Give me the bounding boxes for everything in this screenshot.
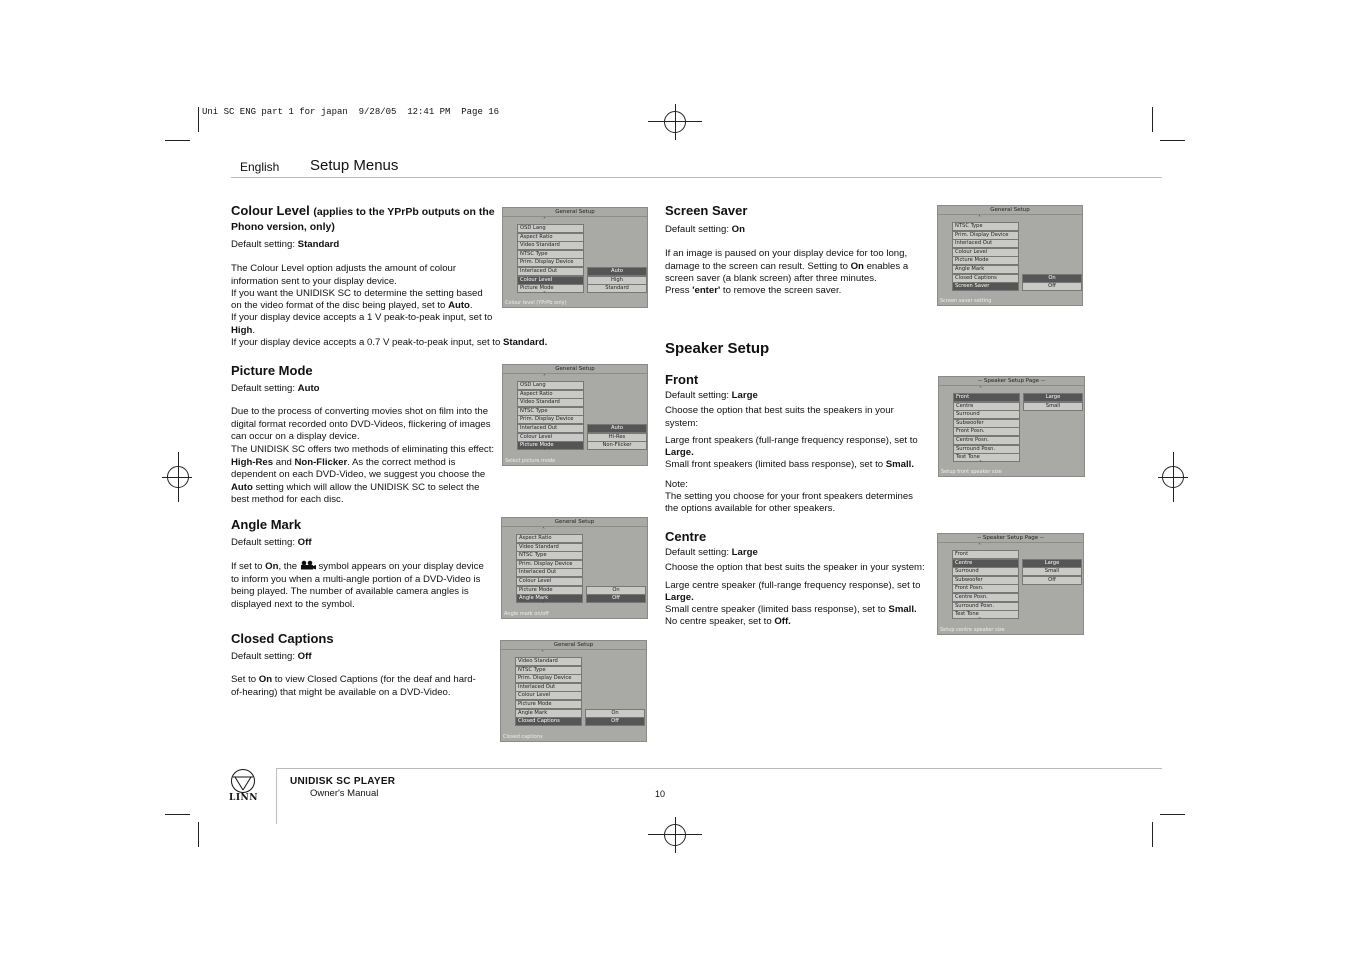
up-arrow-icon: ˄	[542, 527, 545, 534]
section-speaker-setup	[665, 340, 769, 357]
osd-option: Small	[1022, 567, 1082, 576]
section-title: Speaker Setup	[665, 340, 770, 357]
down-arrow-icon: ˅	[542, 600, 545, 608]
section-heading: Colour Level (applies to the YPrPb outputs on the Phono version, only)	[231, 203, 495, 233]
osd-menu-item: Centre Posn.	[953, 436, 1020, 445]
osd-title-bar	[501, 649, 646, 650]
default-setting: Default setting: Standard	[231, 239, 340, 250]
osd-menu-item: Closed Captions	[515, 717, 582, 726]
osd-menu-item: Test Tone	[953, 453, 1020, 462]
osd-option: Hi-Res	[587, 433, 647, 442]
osd-menu-item: Angle Mark	[516, 594, 583, 603]
page-number: 10	[655, 789, 666, 799]
osd-menu-item: Surround Posn.	[953, 445, 1020, 454]
osd-menu-item: Prim. Display Device	[515, 674, 582, 683]
osd-menu-item: Picture Mode	[952, 256, 1019, 265]
page-title: Setup Menus	[310, 157, 399, 174]
footer-divider	[276, 768, 277, 824]
default-setting: Default setting: Off	[231, 537, 312, 548]
section-heading: Picture Mode	[231, 363, 313, 378]
up-arrow-icon: ˄	[543, 374, 546, 381]
osd-menu-item: Aspect Ratio	[517, 390, 584, 399]
osd-menu-item: Closed Captions	[952, 274, 1019, 283]
osd-menu-item: Surround	[952, 567, 1019, 576]
osd-option: Off	[1022, 576, 1082, 585]
osd-help-text: Angle mark on/off	[504, 611, 549, 617]
down-arrow-icon: ˅	[543, 290, 546, 298]
osd-title: General Setup	[555, 209, 595, 215]
osd-title-bar	[503, 216, 647, 217]
osd-menu-item: Colour Level	[517, 433, 584, 442]
section-body: Set to On to view Closed Captions (for the deaf and hard-of-hearing) that might be available on a DVD-Video.	[231, 674, 476, 698]
osd-title-bar	[503, 373, 647, 374]
osd-option: On	[586, 586, 646, 595]
osd-menu-item: Video Standard	[517, 398, 584, 407]
osd-menu-item: Surround Posn.	[952, 602, 1019, 611]
osd-title-bar	[938, 542, 1083, 543]
osd-help-text: Setup front speaker size	[941, 469, 1002, 475]
section-body: Choose the option that best suits the speaker in your system: Large centre speaker (full-range frequency response), set to Large. Small centre speaker (limited bass response), set to Small. No centre speaker, set to Off.	[665, 562, 925, 628]
osd-menu-item: NTSC Type	[516, 551, 583, 560]
down-arrow-icon: ˅	[978, 616, 981, 624]
section-heading: Front	[665, 372, 699, 387]
osd-menu-item: Subwoofer	[953, 419, 1020, 428]
osd-screenshot-closed-captions	[500, 640, 647, 742]
default-setting: Default setting: Large	[665, 390, 758, 401]
osd-menu-item: Video Standard	[517, 241, 584, 250]
osd-menu-item: Interlaced Out	[515, 683, 582, 692]
osd-screenshot-front	[938, 376, 1085, 477]
osd-option: Standard	[587, 284, 647, 293]
osd-title: General Setup	[990, 207, 1030, 213]
section-picture-mode	[231, 363, 496, 507]
crop-mark	[1152, 822, 1153, 847]
osd-option: High	[587, 276, 647, 285]
section-front	[665, 372, 927, 516]
osd-menu-item: Interlaced Out	[516, 568, 583, 577]
osd-menu-item: Prim. Display Device	[952, 231, 1019, 240]
section-body-wide: If your display device accepts a 0.7 V peak-to-peak input, set to Standard.	[231, 337, 548, 349]
osd-option: Small	[1023, 402, 1083, 411]
osd-menu-item: Angle Mark	[952, 265, 1019, 274]
section-body: If an image is paused on your display device for too long, damage to the screen can result. Setting to On enables a screen saver (a blank screen) after three minutes. Press 'enter' to remove the screen saver.	[665, 248, 909, 297]
footer-manual: Owner's Manual	[310, 788, 379, 799]
down-arrow-icon: ˅	[978, 288, 981, 296]
osd-menu-item: Aspect Ratio	[517, 233, 584, 242]
osd-menu-item: Prim. Display Device	[517, 258, 584, 267]
osd-menu-item: Colour Level	[515, 691, 582, 700]
crop-mark	[198, 107, 199, 132]
osd-option: On	[585, 709, 645, 718]
osd-help-text: Screen saver setting	[940, 298, 992, 304]
osd-help-text: Setup centre speaker size	[940, 627, 1005, 633]
down-arrow-icon: ˅	[541, 723, 544, 731]
osd-menu-item: OSD Lang	[517, 224, 584, 233]
osd-menu-item: Angle Mark	[515, 709, 582, 718]
osd-option: Non-Flicker	[587, 441, 647, 450]
camera-angle-icon	[300, 560, 316, 570]
down-arrow-icon: ˅	[543, 447, 546, 455]
footer-rule	[277, 768, 1162, 769]
osd-menu-item: NTSC Type	[517, 250, 584, 259]
osd-menu-item: Screen Saver	[952, 282, 1019, 291]
header-language: English	[240, 160, 280, 174]
linn-logo-icon	[231, 769, 255, 793]
osd-menu-item: Colour Level	[516, 577, 583, 586]
osd-menu-item: NTSC Type	[952, 222, 1019, 231]
section-centre	[665, 529, 927, 629]
osd-help-text: Colour level (YPrPb only)	[505, 300, 567, 306]
osd-menu-item: Picture Mode	[515, 700, 582, 709]
osd-menu-item: Front Posn.	[953, 427, 1020, 436]
osd-option: Auto	[587, 267, 647, 276]
osd-menu-item: Front	[953, 393, 1020, 402]
osd-option: Large	[1022, 559, 1082, 568]
osd-menu-item: Colour Level	[517, 276, 584, 285]
osd-title-bar	[938, 214, 1082, 215]
osd-screenshot-colour-level	[502, 207, 648, 308]
osd-help-text: Closed captions	[503, 734, 543, 740]
osd-menu-item: Video Standard	[516, 543, 583, 552]
crop-mark	[1160, 140, 1185, 141]
osd-screenshot-centre	[937, 533, 1084, 635]
section-heading: Screen Saver	[665, 203, 748, 218]
default-setting: Default setting: On	[665, 224, 745, 235]
osd-menu-item: Centre Posn.	[952, 593, 1019, 602]
osd-menu-item: Subwoofer	[952, 576, 1019, 585]
default-setting: Default setting: Off	[231, 651, 312, 662]
osd-menu-item: Centre	[953, 402, 1020, 411]
osd-help-text: Select picture mode	[505, 458, 556, 464]
osd-screenshot-screen-saver	[937, 205, 1083, 306]
header-rule	[231, 177, 1162, 178]
up-arrow-icon: ˄	[541, 650, 544, 657]
up-arrow-icon: ˄	[978, 543, 981, 550]
footer-brand: UNIDISK SC PLAYER	[290, 776, 396, 787]
section-heading: Angle Mark	[231, 517, 302, 532]
osd-title: -- Speaker Setup Page --	[978, 378, 1045, 384]
osd-option: Off	[586, 594, 646, 603]
up-arrow-icon: ˄	[978, 215, 981, 222]
osd-title: General Setup	[554, 519, 595, 525]
osd-screenshot-angle-mark	[501, 517, 648, 619]
osd-menu-item: NTSC Type	[517, 407, 584, 416]
osd-menu-item: Prim. Display Device	[516, 560, 583, 569]
section-body: Choose the option that best suits the speakers in your system: Large front speakers (full-range frequency response), set to Large. Small front speakers (limited bass response), set to Small. Note: The setting you choose for your front speakers determines the options available for other speakers.	[665, 405, 918, 515]
osd-menu-item: Front Posn.	[952, 584, 1019, 593]
crop-mark	[165, 814, 190, 815]
osd-menu-item: Aspect Ratio	[516, 534, 583, 543]
osd-title: General Setup	[555, 366, 595, 372]
section-body: The Colour Level option adjusts the amount of colour information sent to your display device. If you want the UNIDISK SC to determine the setting based on the video format of the disc being played, set to Auto. If your display device accepts a 1 V peak-to-peak input, set to High.	[231, 263, 493, 336]
osd-menu-item: Surround	[953, 410, 1020, 419]
crop-mark	[165, 140, 190, 141]
osd-menu-item: OSD Lang	[517, 381, 584, 390]
default-setting: Default setting: Large	[665, 547, 758, 558]
down-arrow-icon: ˅	[979, 459, 982, 467]
crop-mark	[1152, 107, 1153, 132]
section-closed-captions	[231, 631, 486, 699]
osd-menu-item: Colour Level	[952, 248, 1019, 257]
osd-title: General Setup	[553, 642, 594, 648]
osd-menu-item: Video Standard	[515, 657, 582, 666]
up-arrow-icon: ˄	[979, 386, 982, 393]
osd-menu-item: NTSC Type	[515, 666, 582, 675]
osd-option: Large	[1023, 393, 1083, 402]
osd-menu-item: Picture Mode	[516, 586, 583, 595]
osd-title-bar	[939, 385, 1084, 386]
osd-menu-item: Interlaced Out	[517, 267, 584, 276]
osd-menu-item: Centre	[952, 559, 1019, 568]
default-setting: Default setting: Auto	[231, 383, 320, 394]
section-body: If set to On, the symbol appears on your display device to inform you when a multi-angle portion of a DVD-Video is being played. The number of available camera angles is displayed next to the symbol.	[231, 561, 484, 611]
section-body: Due to the process of converting movies shot on film into the digital format recorded onto DVD-Videos, flickering of images can occur on a display device. The UNIDISK SC offers two methods of eliminating this effect: High-Res and Non-Flicker. As the correct method is dependent on each DVD-Video, we suggest you choose the Auto setting which will allow the UNIDISK SC to select the best method for each disc.	[231, 406, 495, 506]
osd-menu-item: Test Tone	[952, 610, 1019, 619]
section-heading: Closed Captions	[231, 631, 334, 646]
osd-option: Auto	[587, 424, 647, 433]
osd-title: -- Speaker Setup Page --	[977, 535, 1044, 541]
osd-menu-item: Picture Mode	[517, 441, 584, 450]
osd-option: Off	[1022, 282, 1082, 291]
osd-menu-item: Prim. Display Device	[517, 415, 584, 424]
up-arrow-icon: ˄	[543, 217, 546, 224]
crop-mark	[1160, 814, 1185, 815]
osd-option: On	[1022, 274, 1082, 283]
osd-menu-item: Front	[952, 550, 1019, 559]
osd-menu-item: Interlaced Out	[517, 424, 584, 433]
section-angle-mark	[231, 517, 486, 612]
section-heading: Centre	[665, 529, 707, 544]
osd-option: Off	[585, 717, 645, 726]
section-screen-saver	[665, 203, 927, 297]
print-slug: Uni SC ENG part 1 for japan 9/28/05 12:41 PM Page 16	[202, 107, 500, 117]
osd-title-bar	[502, 526, 647, 527]
osd-menu-item: Picture Mode	[517, 284, 584, 293]
osd-menu-item: Interlaced Out	[952, 239, 1019, 248]
crop-mark	[198, 822, 199, 847]
linn-logo-text: LINN	[229, 793, 258, 803]
osd-screenshot-picture-mode	[502, 364, 648, 466]
